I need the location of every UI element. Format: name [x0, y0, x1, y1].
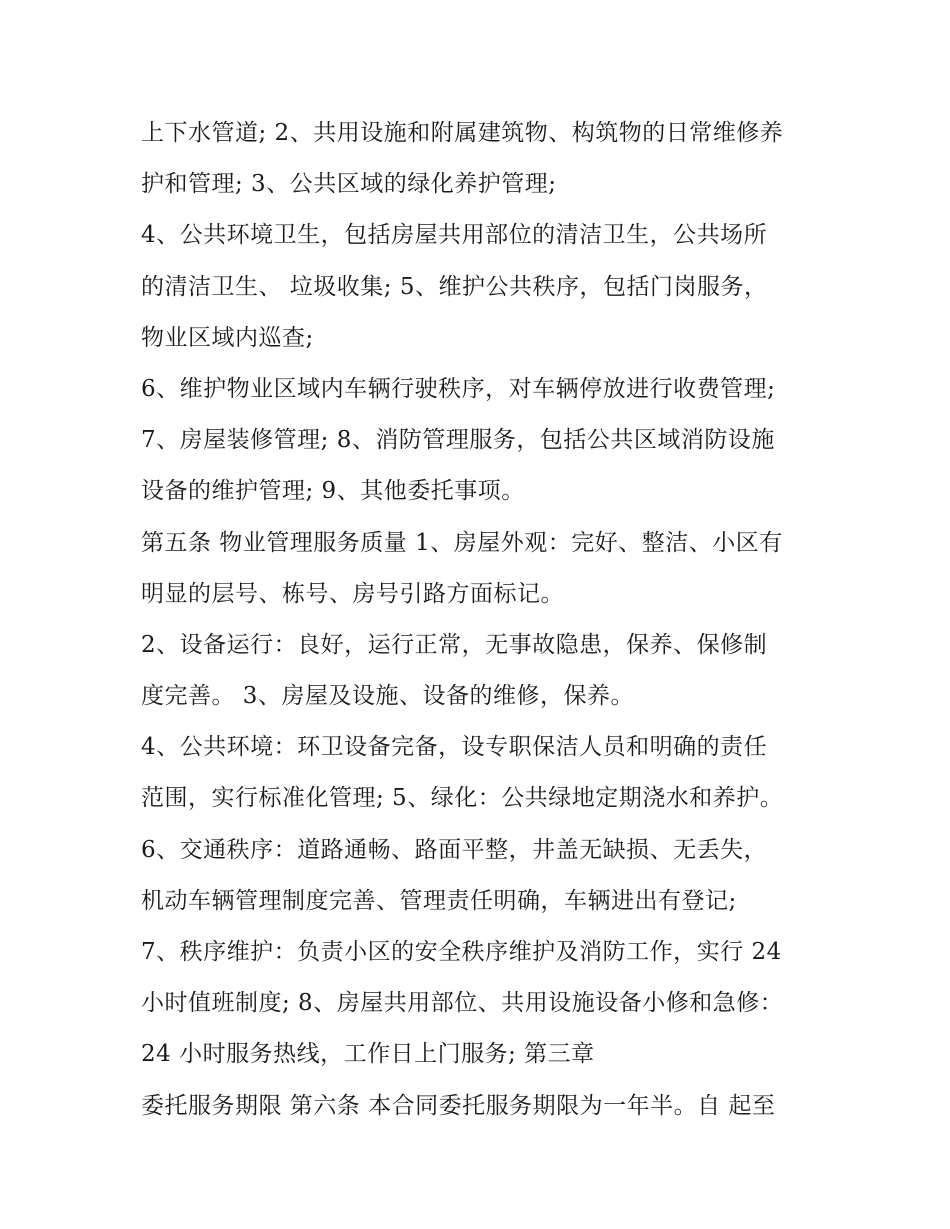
text-line: 小时值班制度; 8、房屋共用部位、共用设施设备小修和急修： [141, 990, 784, 1017]
text-line: 护和管理; 3、公共区域的绿化养护管理; [141, 171, 557, 198]
document-body [141, 108, 821, 1132]
text-line: 委托服务期限 第六条 本合同委托服务期限为一年半。自 起至 [141, 1092, 776, 1119]
text-line: 6、交通秩序：道路通畅、路面平整，井盖无缺损、无丢失， [141, 836, 768, 863]
text-line: 6、维护物业区域内车辆行驶秩序，对车辆停放进行收费管理; [141, 375, 776, 402]
text-line: 机动车辆管理制度完善、管理责任明确，车辆进出有登记; [141, 887, 737, 914]
text-line: 第五条 物业管理服务质量 1、房屋外观：完好、整洁、小区有 [141, 529, 783, 556]
text-line: 上下水管道; 2、共用设施和附属建筑物、构筑物的日常维修养 [141, 120, 784, 146]
text-line: 物业区域内巡查; [141, 324, 314, 351]
text-line: 4、公共环境卫生，包括房屋共用部位的清洁卫生，公共场所 [141, 222, 768, 249]
text-line: 4、公共环境：环卫设备完备，设专职保洁人员和明确的责任 [141, 734, 768, 761]
text-line: 范围，实行标准化管理; 5、绿化：公共绿地定期浇水和养护。 [141, 785, 784, 812]
text-line: 的清洁卫生、 垃圾收集; 5、维护公共秩序，包括门岗服务， [141, 273, 768, 300]
text-line: 7、秩序维护：负责小区的安全秩序维护及消防工作，实行 24 [141, 939, 782, 965]
text-line: 度完善。 3、房屋及设施、设备的维修，保养。 [141, 683, 634, 710]
text-line: 设备的维护管理; 9、其他委托事项。 [141, 478, 525, 505]
text-line: 明显的层号、栋号、房号引路方面标记。 [141, 580, 564, 607]
text-line: 2、设备运行：良好，运行正常，无事故隐患，保养、保修制 [141, 631, 768, 658]
text-line: 24 小时服务热线，工作日上门服务; 第三章 [141, 1041, 595, 1068]
text-line: 7、房屋装修管理; 8、消防管理服务，包括公共区域消防设施 [141, 427, 775, 454]
